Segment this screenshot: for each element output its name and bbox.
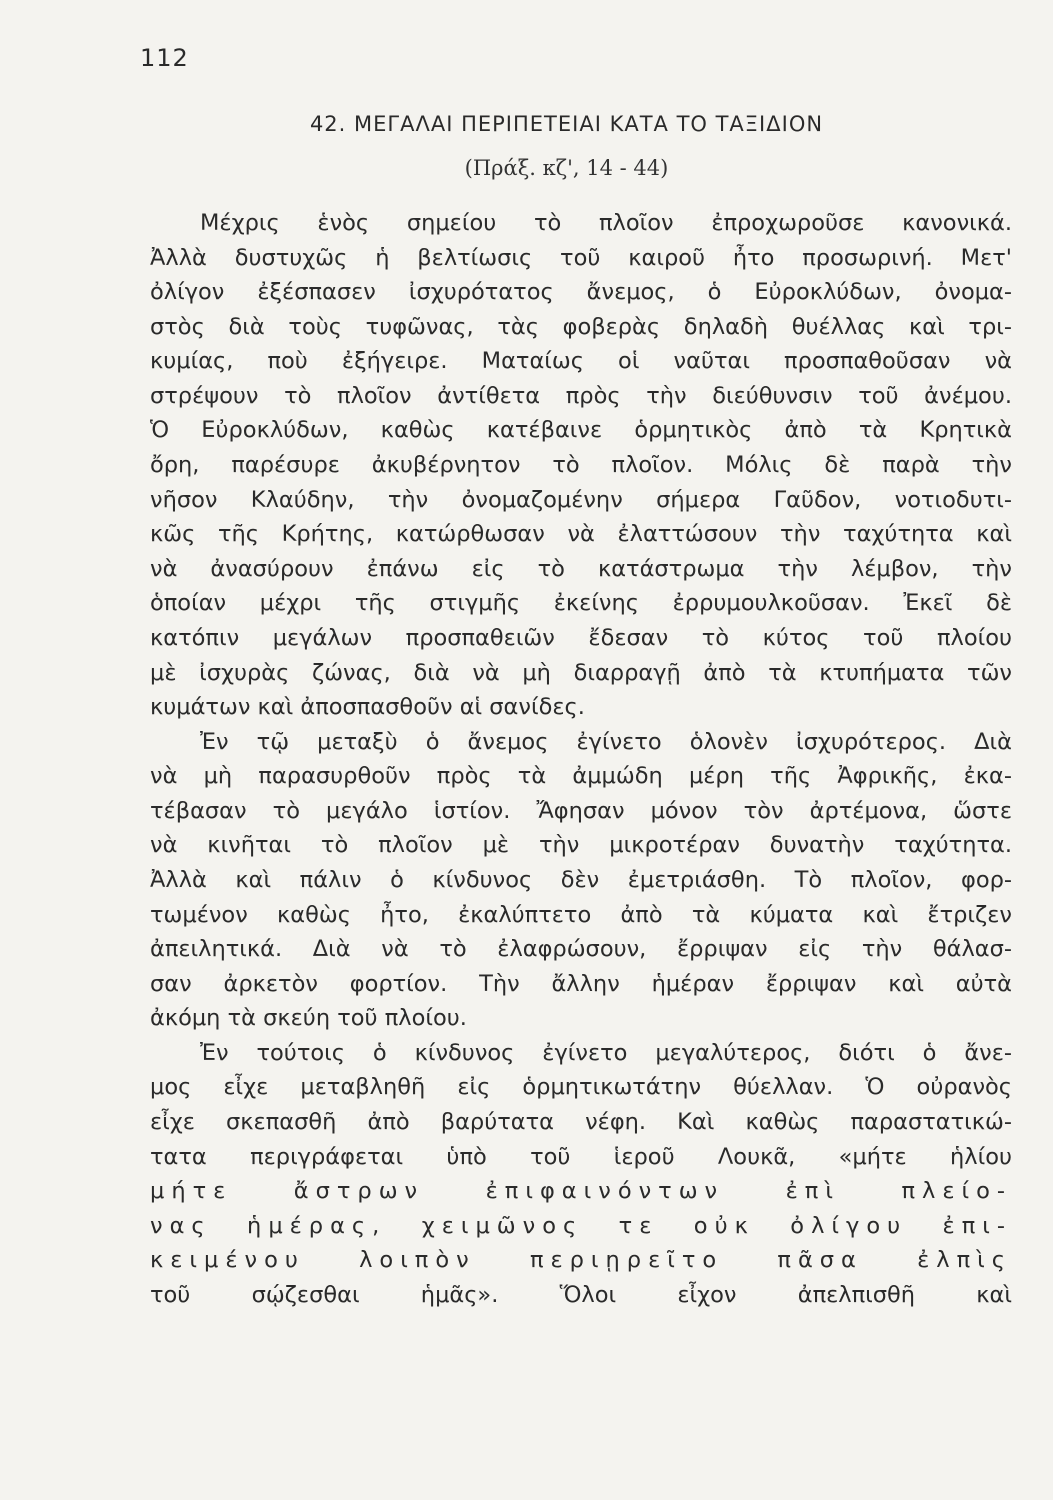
text-line: ἀκόμη τὰ σκεύη τοῦ πλοίου. (150, 1005, 467, 1032)
text-line: νὰ μὴ παρασυρθοῦν πρὸς τὰ ἀμμώδη μέρη τῆς Ἀφρικῆς, ἐκα- (150, 763, 1012, 790)
text-line: τωμένον καθὼς ἦτο, ἐκαλύπτετο ἀπὸ τὰ κύματα καὶ ἔτριζεν (150, 901, 1012, 928)
text-line: Μέχρις ἑνὸς σημείου τὸ πλοῖον ἐπροχωροῦσε κανονικά. (200, 210, 1012, 236)
text-line: τοῦ σῴζεσθαι ἡμᾶς». Ὅλοι εἶχον ἀπελπισθῆ καὶ (150, 1281, 1012, 1308)
page-number: 112 (140, 44, 189, 72)
text-line: μος εἶχε μεταβληθῆ εἰς ὁρμητικωτάτην θύελλαν. Ὁ οὐρανὸς (150, 1074, 1012, 1101)
body-text (150, 206, 1012, 1313)
text-line: μὲ ἰσχυρὰς ζώνας, διὰ νὰ μὴ διαρραγῇ ἀπὸ τὰ κτυπήματα τῶν (150, 659, 1012, 686)
text-line: Ὁ Εὐροκλύδων, καθὼς κατέβαινε ὁρμητικὸς ἀπὸ τὰ Κρητικὰ (150, 417, 1012, 444)
text-line: τέβασαν τὸ μεγάλο ἱστίον. Ἄφησαν μόνον τὸν ἀρτέμονα, ὥστε (150, 797, 1012, 824)
text-line: κυμίας, ποὺ ἐξήγειρε. Ματαίως οἱ ναῦται προσπαθοῦσαν νὰ (150, 348, 1012, 375)
text-line: ὀλίγον ἐξέσπασεν ἰσχυρότατος ἄνεμος, ὁ Εὐροκλύδων, ὀνομα- (150, 279, 1012, 306)
text-line: σαν ἀρκετὸν φορτίον. Τὴν ἄλλην ἡμέραν ἔρριψαν καὶ αὐτὰ (150, 970, 1012, 997)
text-line: νας ἡμέρας, χειμῶνος τε οὐκ ὀλίγου ἐπι- (150, 1212, 1012, 1239)
text-line: ὄρη, παρέσυρε ἀκυβέρνητον τὸ πλοῖον. Μόλις δὲ παρὰ τὴν (150, 452, 1012, 479)
text-line: κειμένου λοιπὸν περιῃρεῖτο πᾶσα ἐλπὶς (150, 1247, 1012, 1274)
text-line: κατόπιν μεγάλων προσπαθειῶν ἔδεσαν τὸ κύτος τοῦ πλοίου (150, 624, 1012, 651)
text-line: εἶχε σκεπασθῆ ἀπὸ βαρύτατα νέφη. Καὶ καθὼς παραστατικώ- (150, 1109, 1012, 1136)
text-line: στρέψουν τὸ πλοῖον ἀντίθετα πρὸς τὴν διεύθυνσιν τοῦ ἀνέμου. (150, 382, 1012, 409)
text-line: νὰ ἀνασύρουν ἐπάνω εἰς τὸ κατάστρωμα τὴν λέμβον, τὴν (150, 555, 1012, 582)
text-line: κυμάτων καὶ ἀποσπασθοῦν αἱ σανίδες. (150, 694, 585, 721)
text-line: Ἐν τούτοις ὁ κίνδυνος ἐγίνετο μεγαλύτερος, διότι ὁ ἄνε- (200, 1039, 1012, 1066)
text-line: νῆσον Κλαύδην, τὴν ὀνομαζομένην σήμερα Γαῦδον, νοτιοδυτι- (150, 486, 1012, 513)
text-line: ἀπειλητικά. Διὰ νὰ τὸ ἐλαφρώσουν, ἔρριψαν εἰς τὴν θάλασ- (150, 936, 1012, 963)
chapter-title: 42. ΜΕΓΑΛΑΙ ΠΕΡΙΠΕΤΕΙΑΙ ΚΑΤΑ ΤΟ ΤΑΞΙΔΙΟΝ (309, 112, 824, 136)
text-line: ὁποίαν μέχρι τῆς στιγμῆς ἐκείνης ἐρρυμουλκοῦσαν. Ἐκεῖ δὲ (150, 590, 1012, 617)
scripture-reference: (Πράξ. κζ', 14 - 44) (464, 156, 669, 180)
text-line: νὰ κινῆται τὸ πλοῖον μὲ τὴν μικροτέραν δυνατὴν ταχύτητα. (150, 832, 1012, 859)
text-line: μήτε ἄστρων ἐπιφαινόντων ἐπὶ πλείο- (150, 1178, 1012, 1205)
text-line: στὸς διὰ τοὺς τυφῶνας, τὰς φοβερὰς δηλαδὴ θυέλλας καὶ τρι- (150, 313, 1012, 340)
text-line: κῶς τῆς Κρήτης, κατώρθωσαν νὰ ἐλαττώσουν τὴν ταχύτητα καὶ (150, 521, 1012, 548)
text-line: Ἀλλὰ δυστυχῶς ἡ βελτίωσις τοῦ καιροῦ ἦτο προσωρινή. Μετ' (150, 244, 1012, 271)
text-line: Ἀλλὰ καὶ πάλιν ὁ κίνδυνος δὲν ἐμετριάσθη. Τὸ πλοῖον, φορ- (150, 866, 1012, 893)
text-line: τατα περιγράφεται ὑπὸ τοῦ ἱεροῦ Λουκᾶ, «μήτε ἡλίου (150, 1143, 1012, 1170)
text-line: Ἐν τῷ μεταξὺ ὁ ἄνεμος ἐγίνετο ὁλονὲν ἰσχυρότερος. Διὰ (200, 728, 1012, 755)
